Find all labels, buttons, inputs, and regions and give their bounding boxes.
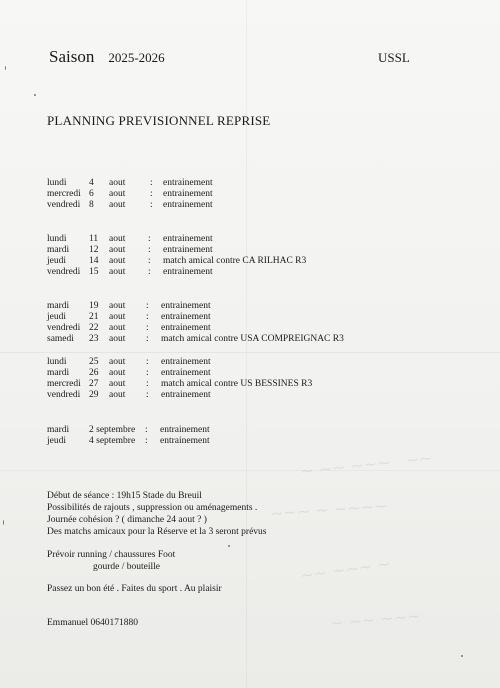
schedule-event: entrainement xyxy=(160,436,210,446)
schedule-month: aout xyxy=(109,234,126,244)
schedule-event: entrainement xyxy=(163,234,213,244)
schedule-day: jeudi xyxy=(47,256,66,266)
schedule-row xyxy=(0,256,500,267)
schedule-date: 21 xyxy=(89,312,99,322)
schedule-date: 26 xyxy=(89,368,99,378)
schedule-event: match amical contre USA COMPREIGNAC R3 xyxy=(161,334,344,344)
schedule-row xyxy=(0,357,500,368)
schedule-month: aout xyxy=(109,390,126,400)
adjustments-note: Possibilités de rajouts , suppression ou aménagements . xyxy=(47,503,258,513)
schedule-event: match amical contre CA RILHAC R3 xyxy=(163,256,307,266)
schedule-row xyxy=(0,189,500,200)
schedule-day: vendredi xyxy=(47,267,81,277)
contact-line: Emmanuel 0640171880 xyxy=(47,618,139,628)
schedule-row xyxy=(0,200,500,211)
schedule-date: 15 xyxy=(89,267,99,277)
schedule-date: 19 xyxy=(89,301,99,311)
schedule-month: aout xyxy=(109,323,126,333)
schedule-date: 6 xyxy=(89,189,94,199)
schedule-event: entrainement xyxy=(163,200,213,210)
schedule-event: match amical contre US BESSINES R3 xyxy=(161,379,313,389)
schedule-row xyxy=(0,178,500,189)
schedule-event: entrainement xyxy=(161,357,211,367)
schedule-row xyxy=(0,334,500,345)
schedule-event: entrainement xyxy=(161,312,211,322)
schedule-row xyxy=(0,245,500,256)
schedule-date: 25 xyxy=(89,357,99,367)
schedule-date: 27 xyxy=(89,379,99,389)
schedule-event: entrainement xyxy=(163,189,213,199)
schedule-row xyxy=(0,312,500,323)
schedule-date: 4 septembre xyxy=(89,436,136,446)
schedule-separator: : xyxy=(146,323,149,333)
schedule-day: jeudi xyxy=(47,312,66,322)
schedule-month: aout xyxy=(109,267,126,277)
schedule-date: 14 xyxy=(89,256,99,266)
farewell-note: Passez un bon été . Faites du sport . Au plaisir xyxy=(47,584,222,594)
schedule-separator: : xyxy=(150,200,153,210)
schedule-row xyxy=(0,323,500,334)
schedule-row xyxy=(0,301,500,312)
schedule-separator: : xyxy=(145,425,148,435)
schedule-separator: : xyxy=(146,357,149,367)
schedule-separator: : xyxy=(148,267,151,277)
schedule-event: entrainement xyxy=(163,245,213,255)
schedule-day: mardi xyxy=(47,368,70,378)
schedule-event: entrainement xyxy=(161,390,211,400)
team-day-note: Journée cohésion ? ( dimanche 24 aout ? ) xyxy=(47,515,207,525)
schedule-day: mardi xyxy=(47,301,70,311)
schedule-month: aout xyxy=(109,245,126,255)
schedule-row xyxy=(0,379,500,390)
show-through-marks: ~ ~~ ~~~ ~~ xyxy=(299,448,434,481)
schedule-row xyxy=(0,436,500,447)
schedule-day: vendredi xyxy=(47,390,81,400)
schedule-event: entrainement xyxy=(163,178,213,188)
schedule-date: 22 xyxy=(89,323,99,333)
schedule-day: mardi xyxy=(47,425,70,435)
schedule-event: entrainement xyxy=(163,267,213,277)
schedule-event: entrainement xyxy=(161,323,211,333)
schedule-row xyxy=(0,267,500,278)
schedule-day: mercredi xyxy=(47,189,81,199)
page-title: PLANNING PREVISIONNEL REPRISE xyxy=(47,113,271,128)
schedule-day: mardi xyxy=(47,245,70,255)
schedule-date: 2 septembre xyxy=(89,425,136,435)
schedule-day: samedi xyxy=(47,334,74,344)
schedule-day: vendredi xyxy=(47,323,81,333)
schedule-date: 29 xyxy=(89,390,99,400)
schedule-separator: : xyxy=(150,178,153,188)
bottle-note: gourde / bouteille xyxy=(93,562,161,572)
schedule-month: aout xyxy=(109,178,126,188)
schedule-day: vendredi xyxy=(47,200,81,210)
schedule-month: aout xyxy=(109,301,126,311)
schedule-month: aout xyxy=(109,256,126,266)
schedule-separator: : xyxy=(145,436,148,446)
schedule-separator: : xyxy=(146,334,149,344)
schedule-month: aout xyxy=(109,334,126,344)
club-name: USSL xyxy=(378,50,410,65)
schedule-date: 11 xyxy=(89,234,99,244)
schedule-separator: : xyxy=(146,301,149,311)
show-through-marks: ~ ~~ ~~~ xyxy=(329,606,422,633)
schedule-row xyxy=(0,234,500,245)
equipment-note: Prévoir running / chaussures Foot xyxy=(47,550,176,560)
schedule-date: 4 xyxy=(89,178,94,188)
schedule-row xyxy=(0,368,500,379)
schedule-month: aout xyxy=(109,357,126,367)
schedule-month: aout xyxy=(109,200,126,210)
schedule-separator: : xyxy=(148,234,151,244)
session-start-note: Début de séance : 19h15 Stade du Breuil xyxy=(47,491,202,501)
schedule-day: lundi xyxy=(47,234,67,244)
season-label: Saison xyxy=(49,47,95,66)
schedule-day: mercredi xyxy=(47,379,81,389)
schedule-separator: : xyxy=(150,189,153,199)
schedule-separator: : xyxy=(148,245,151,255)
schedule-row xyxy=(0,390,500,401)
schedule-event: entrainement xyxy=(160,425,210,435)
schedule-date: 8 xyxy=(89,200,94,210)
schedule-month: aout xyxy=(109,379,126,389)
friendly-matches-note: Des matchs amicaux pour la Réserve et la 3 seront prévus xyxy=(47,527,267,537)
schedule-month: aout xyxy=(109,368,126,378)
schedule-day: jeudi xyxy=(47,436,66,446)
schedule-month: aout xyxy=(109,189,126,199)
show-through-marks: ~~~ ~ ~~~~ xyxy=(269,495,388,524)
schedule-month: aout xyxy=(109,312,126,322)
schedule-separator: : xyxy=(146,390,149,400)
schedule-date: 23 xyxy=(89,334,99,344)
schedule-separator: : xyxy=(148,256,151,266)
season-years: 2025-2026 xyxy=(108,50,165,65)
schedule-day: lundi xyxy=(47,357,67,367)
schedule-separator: : xyxy=(146,379,149,389)
schedule-row xyxy=(0,425,500,436)
schedule-day: lundi xyxy=(47,178,67,188)
show-through-marks: ~~ ~~~ ~ xyxy=(299,553,392,586)
schedule-date: 12 xyxy=(89,245,99,255)
schedule-separator: : xyxy=(146,312,149,322)
schedule-event: entrainement xyxy=(161,301,211,311)
schedule-event: entrainement xyxy=(161,368,211,378)
schedule-separator: : xyxy=(146,368,149,378)
